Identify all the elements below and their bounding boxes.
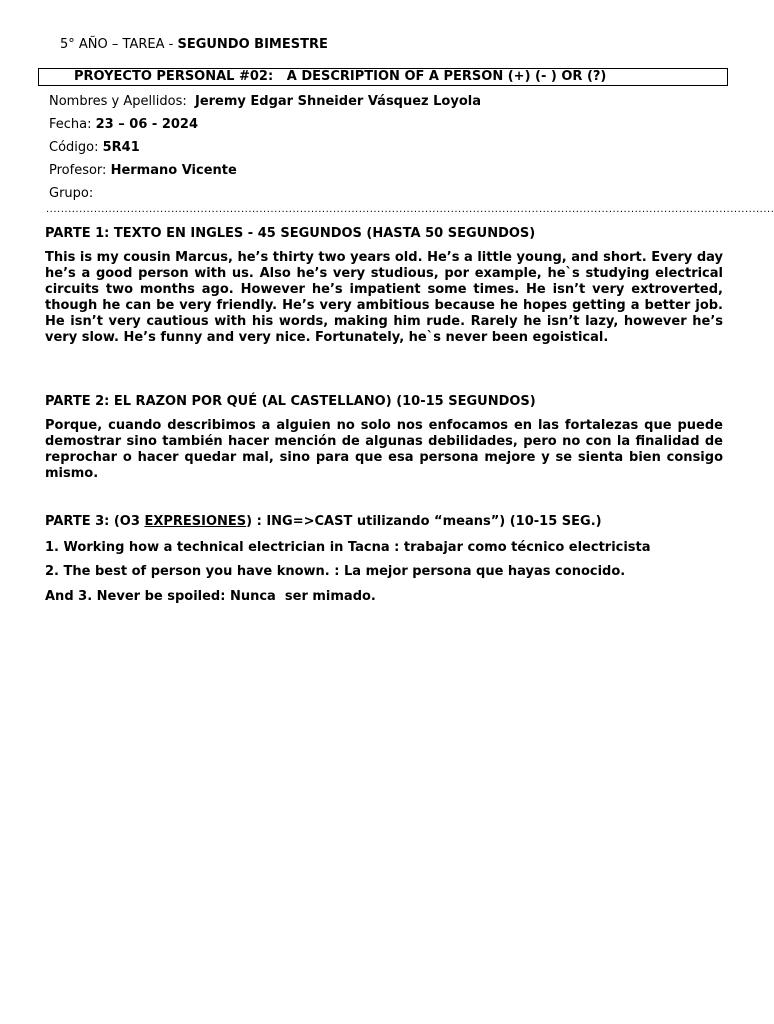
project-title-box: PROYECTO PERSONAL #02: A DESCRIPTION OF A PERSON (+) (- ) OR (?) bbox=[38, 68, 728, 86]
codigo-label: Código: bbox=[49, 140, 103, 155]
parte1-text: This is my cousin Marcus, he’s thirty two years old. He’s a little young, and short. Every day he’s a good person with us. Also he’s very studious, por example, he`s studying electrical circuits two months ago. However he’s impatient some times. He isn’t very extroverted, though he can be very friendly. He’s very ambitious because he hopes getting a better job. He isn’t very cautious with his words, making him rude. Rarely he isn’t lazy, however he’s very slow. He’s funny and very nice. Fortunately, he`s never been egoistical. bbox=[45, 250, 723, 345]
field-codigo bbox=[49, 140, 140, 155]
document-header bbox=[60, 37, 328, 52]
dotted-separator: ...................................................................................................................................................................................................... bbox=[46, 204, 774, 215]
grupo-label: Grupo: bbox=[49, 186, 94, 201]
field-nombres bbox=[49, 94, 481, 109]
nombres-label: Nombres y Apellidos: bbox=[49, 94, 195, 109]
parte3-line2: 2. The best of person you have known. : La mejor persona que hayas conocido. bbox=[45, 564, 626, 579]
field-fecha bbox=[49, 117, 198, 132]
profesor-value: Hermano Vicente bbox=[110, 163, 237, 178]
profesor-label: Profesor: bbox=[49, 163, 111, 178]
parte3-title-prefix: PARTE 3: (O3 bbox=[45, 514, 145, 529]
fecha-value: 23 – 06 - 2024 bbox=[95, 117, 199, 132]
parte1-title: PARTE 1: TEXTO EN INGLES - 45 SEGUNDOS (HASTA 50 SEGUNDOS) bbox=[45, 226, 536, 241]
field-grupo bbox=[49, 186, 93, 201]
parte2-text: Porque, cuando describimos a alguien no solo nos enfocamos en las fortalezas que puede demostrar sino también hacer mención de algunas debilidades, pero no con la finalidad de reprochar o hacer quedar mal, sino para que esa persona mejore y se sienta bien consigo mismo. bbox=[45, 418, 723, 481]
fecha-label: Fecha: bbox=[49, 117, 96, 132]
parte3-title-suffix: ) : ING=>CAST utilizando “means”) (10-15 SEG.) bbox=[246, 514, 602, 529]
parte3-line1: 1. Working how a technical electrician in Tacna : trabajar como técnico electricista bbox=[45, 540, 651, 555]
parte3-title bbox=[45, 514, 602, 529]
parte3-title-underlined: EXPRESIONES bbox=[144, 514, 247, 529]
nombres-value: Jeremy Edgar Shneider Vásquez Loyola bbox=[194, 94, 481, 109]
header-bimestre: SEGUNDO BIMESTRE bbox=[177, 37, 328, 52]
parte3-line3: And 3. Never be spoiled: Nunca ser mimado. bbox=[45, 589, 376, 604]
codigo-value: 5R41 bbox=[102, 140, 140, 155]
field-profesor bbox=[49, 163, 237, 178]
header-prefix: 5° AÑO – TAREA - bbox=[60, 37, 178, 52]
parte2-title: PARTE 2: EL RAZON POR QUÉ (AL CASTELLANO) (10-15 SEGUNDOS) bbox=[45, 394, 536, 409]
